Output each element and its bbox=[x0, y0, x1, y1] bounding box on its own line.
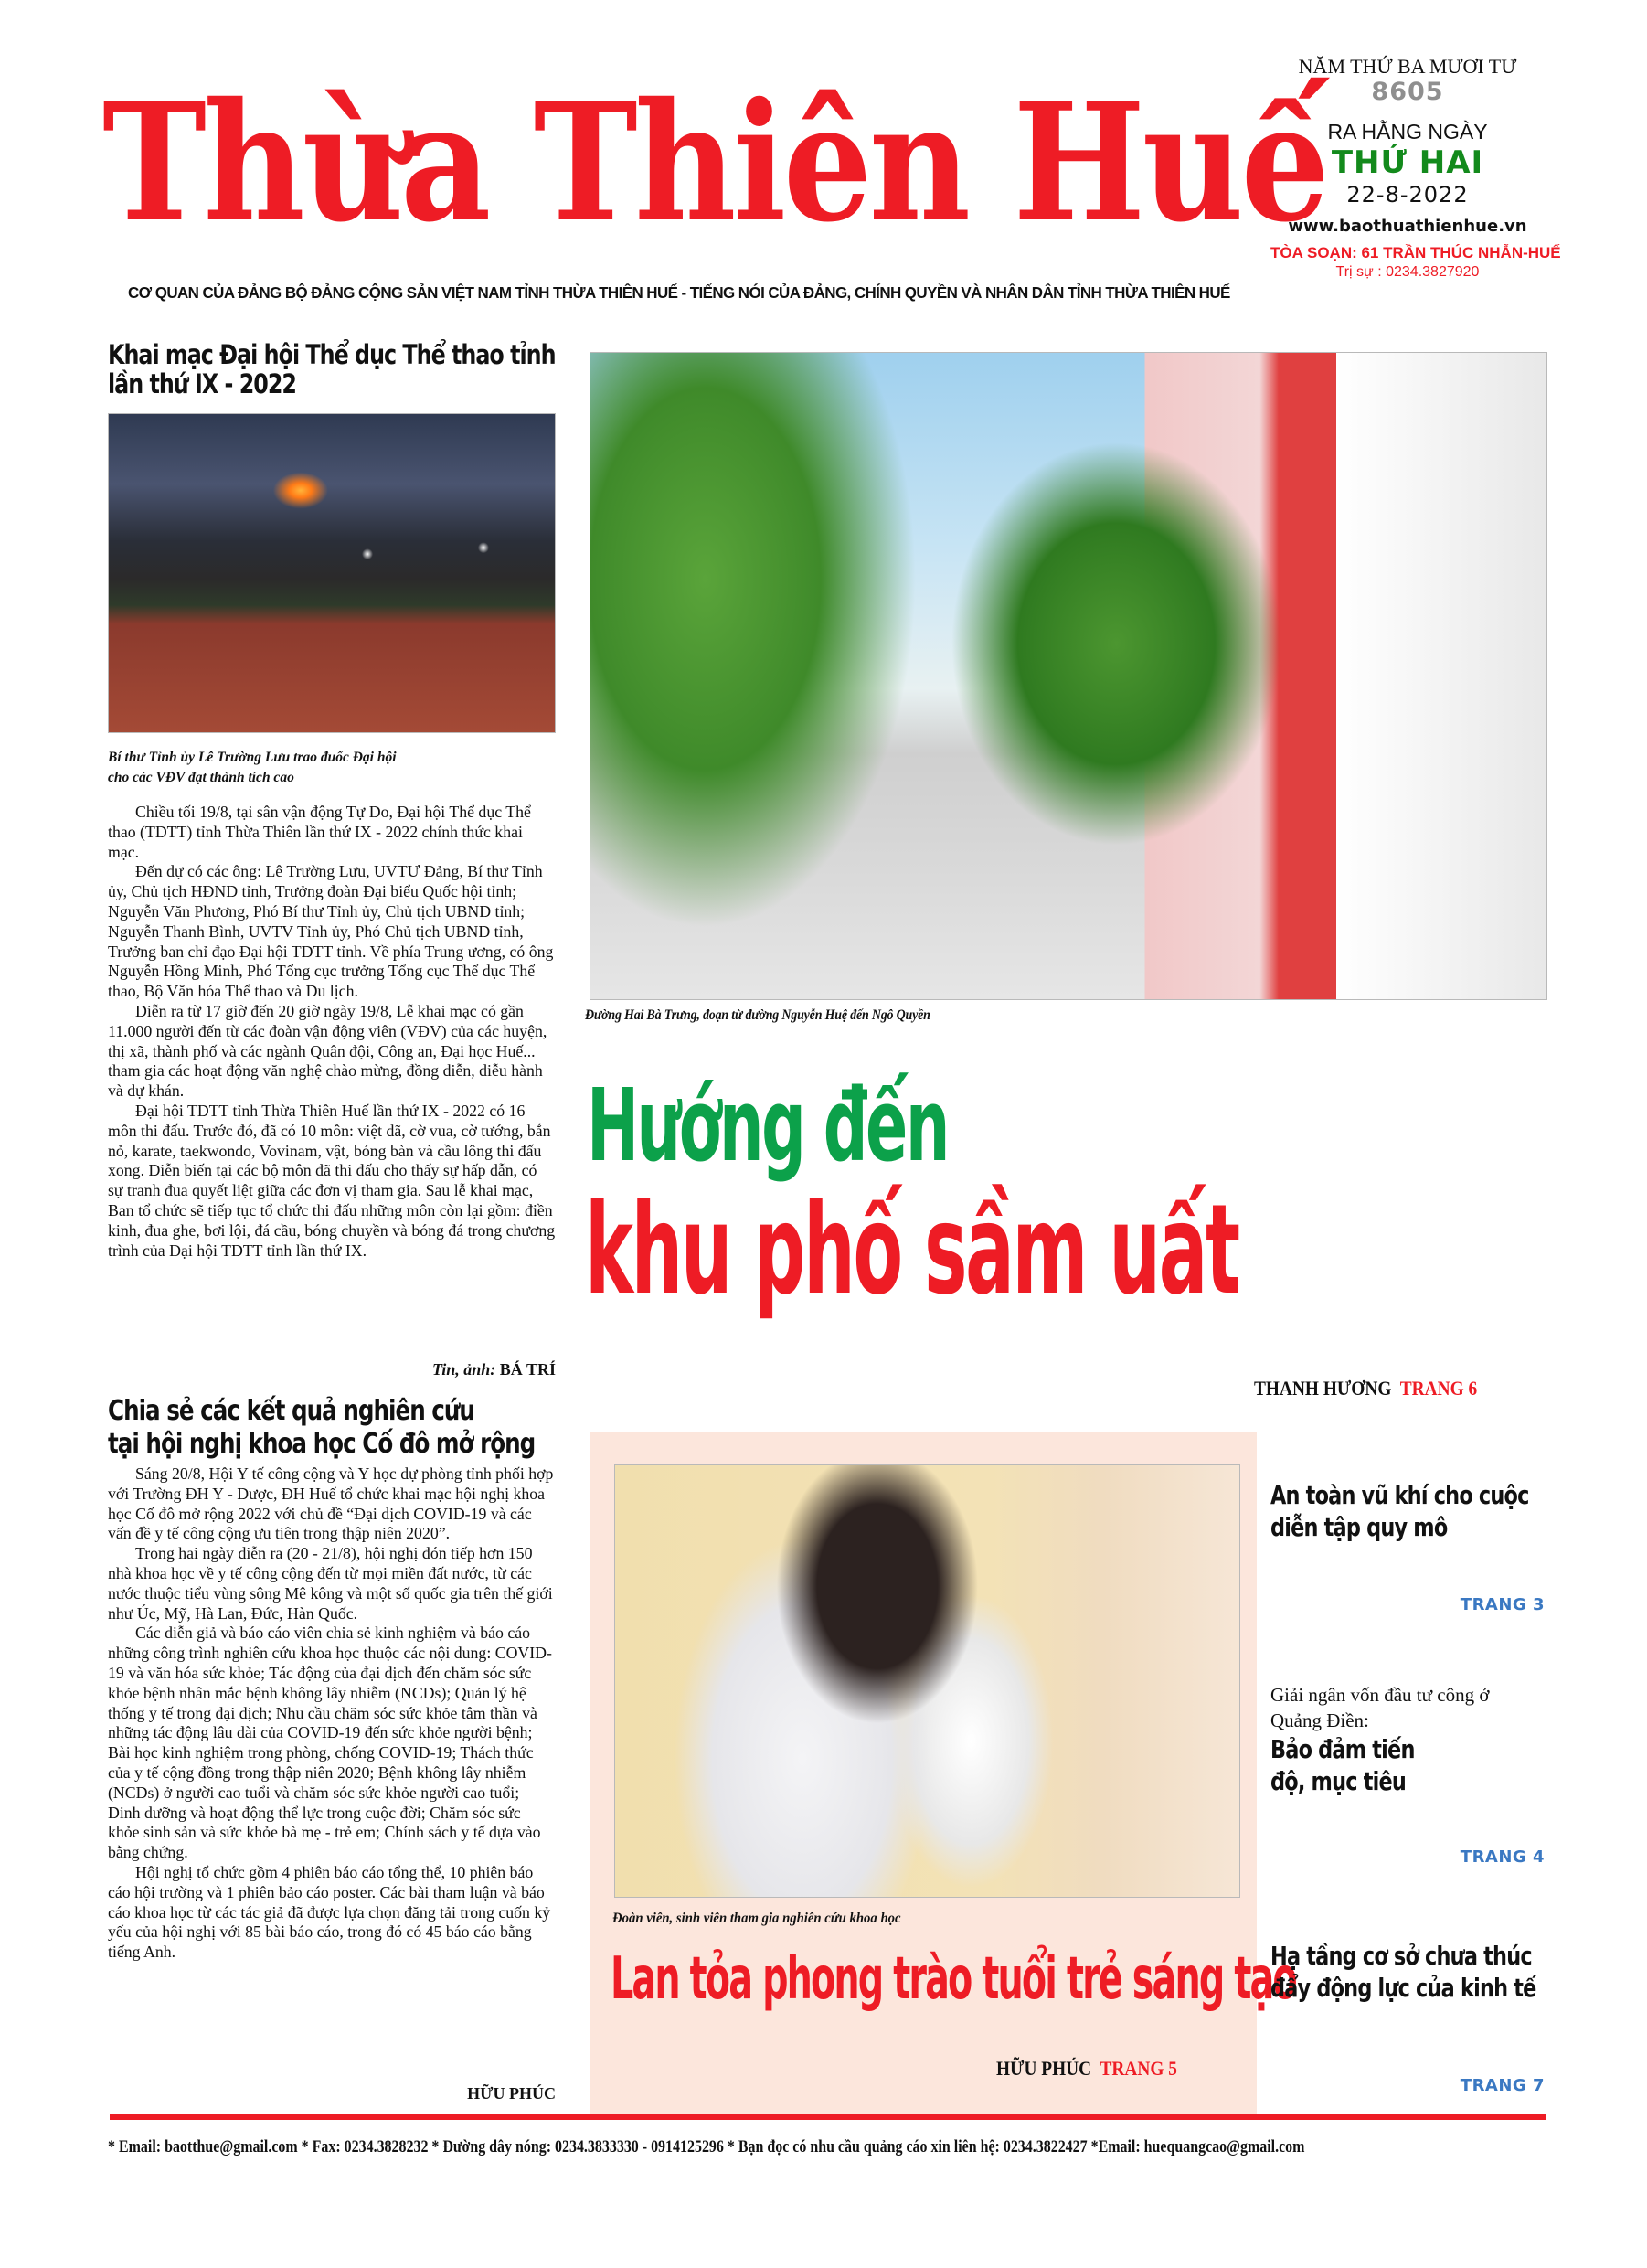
lead-byline bbox=[1254, 1377, 1477, 1400]
teaser-public-investment[interactable] bbox=[1270, 1682, 1545, 1797]
paragraph: Đại hội TDTT tỉnh Thừa Thiên Huế lần thứ IX - 2022 có 16 môn thi đấu. Trước đó, đã có 10 môn: việt dã, cờ vua, cờ tướng, bắn nỏ, karate, taekwondo, Vovinam, vật, bóng bàn và cầu lông thi đấu xong. Diễn biến tại các bộ môn đã thi đấu cho thấy sự hấp dẫn, có sự tranh đua quyết liệt giữa các đơn vị tham gia. Sau lễ khai mạc, Ban tổ chức sẽ tiếp tục tổ chức thi đấu những môn còn lại gồm: điền kinh, đua ghe, bơi lội, đá cầu, bóng chuyền và bóng đá trong chương trình của Đại hội TDTT tỉnh lần thứ IX. bbox=[108, 1101, 556, 1260]
paragraph: Hội nghị tổ chức gồm 4 phiên báo cáo tổng thể, 10 phiên báo cáo hội trường và 1 phiên bảo cáo poster. Các bài tham luận và báo cáo khoa học từ các tác giả đã được lựa chọn đăng tải trong cuốn kỷ yếu của hội nghị với 85 bài báo cáo, trong đó có 45 báo cáo bằng tiếng Anh. bbox=[108, 1862, 551, 1962]
teaser-title: An toàn vũ khí cho cuộc diễn tập quy mô bbox=[1270, 1480, 1529, 1542]
feature-byline bbox=[996, 2057, 1177, 2081]
teaser-infrastructure[interactable] bbox=[1270, 1940, 1545, 2004]
sports-story-byline bbox=[108, 1360, 556, 1379]
footer-contact-info: * Email: baotthue@gmail.com * Fax: 0234.3828232 * Đường dây nóng: 0234.3833330 - 0914125296 * Bạn đọc có nhu cầu quảng cáo xin liên hệ: 0234.3822427 *Email: huequangcao@gmail.com bbox=[108, 2137, 1305, 2156]
teaser-title: Hạ tầng cơ sở chưa thúc đẩy động lực của kinh tế bbox=[1270, 1941, 1536, 2003]
issue-number: 8605 bbox=[1371, 78, 1444, 106]
paragraph: Sáng 20/8, Hội Y tế công cộng và Y học dự phòng tỉnh phối hợp với Trường ĐH Y - Dược, ĐH Huế tổ chức khai mạc hội nghị khoa học Cố đô mở rộng 2022 với chủ đề “Đại dịch COVID-19 và các vấn đề y tế công cộng ưu tiên trong thập niên 2020”. bbox=[108, 1464, 554, 1543]
teaser-kicker: Giải ngân vốn đầu tư công ở Quảng Điền: bbox=[1270, 1684, 1490, 1731]
teaser-title: Bảo đảm tiến độ, mục tiêu bbox=[1270, 1734, 1415, 1796]
paragraph: Diễn ra từ 17 giờ đến 20 giờ ngày 19/8, Lễ khai mạc có gần 11.000 người đến từ các đoàn vận động viên (VĐV) của các huyện, thị xã, thành phố và các ngành Quân đội, Công an, Đại học Huế... tham gia các hoạt động văn nghệ chào mừng, đồng diễn, diễu hành và dự khán. bbox=[108, 1001, 547, 1101]
newspaper-masthead-title: Thừa Thiên Huế bbox=[102, 67, 1327, 258]
issue-info-box bbox=[1270, 55, 1561, 282]
teaser-weapons-safety[interactable] bbox=[1270, 1479, 1545, 1543]
street-lead-photo bbox=[590, 352, 1547, 1000]
science-story-body bbox=[108, 1464, 556, 1963]
sports-photo-caption bbox=[108, 748, 556, 788]
paragraph: Các diễn giả và báo cáo viên chia sẻ kinh nghiệm và báo cáo những công trình nghiên cứu khoa học thuộc các nội dung: COVID-19 và văn hóa sức khỏe; Tác động của đại dịch đến chăm sóc sức khỏe bệnh nhân mắc bệnh không lây nhiễm (NCDs); Quản lý hệ thống y tế trong đại dịch; Nhu cầu chăm sóc sức khỏe tâm thần và những tác động lâu dài của COVID-19 đến sức khỏe người bệnh; Bài học kinh nghiệm trong phòng, chống COVID-19; Thách thức của y tế cộng đồng trong thập niên 2020; Bệnh không lây nhiễm (NCDs) ở người cao tuổi và chăm sóc sức khỏe người cao tuổi; Dinh dưỡng và hoạt động thể lực trong cuộc đời; Chăm sóc sức khỏe sinh sản và sức khỏe bà mẹ - trẻ em; Chính sách y tế dựa vào bằng chứng. bbox=[108, 1624, 552, 1862]
sports-story bbox=[108, 340, 556, 399]
teaser-page-ref[interactable]: TRANG 3 bbox=[1460, 1595, 1545, 1614]
teaser-page-ref[interactable]: TRANG 7 bbox=[1460, 2076, 1545, 2095]
science-story bbox=[108, 1395, 556, 1461]
feature-author: HỮU PHÚC bbox=[996, 2057, 1092, 2080]
lead-page-ref[interactable]: TRANG 6 bbox=[1399, 1377, 1478, 1400]
sports-story-headline[interactable]: Khai mạc Đại hội Thể dục Thể thao tỉnh lần thứ IX - 2022 bbox=[108, 339, 556, 399]
feature-headline[interactable]: Lan tỏa phong trào tuổi trẻ sáng tạo bbox=[611, 1945, 1296, 2013]
headline-line: Chia sẻ các kết quả nghiên cứu bbox=[108, 1395, 474, 1427]
caption-line: cho các VĐV đạt thành tích cao bbox=[108, 770, 294, 785]
science-story-byline: HỮU PHÚC bbox=[467, 2084, 556, 2103]
paragraph: Trong hai ngày diễn ra (20 - 21/8), hội nghị đón tiếp hơn 150 nhà khoa học về y tế công cộng đến từ mọi miền đất nước, từ các nước thuộc tiểu vùng sông Mê kông và một số quốc gia trên thế giới như Úc, Mỹ, Hà Lan, Đức, Hàn Quốc. bbox=[108, 1544, 553, 1623]
issue-date: 22-8-2022 bbox=[1346, 182, 1469, 208]
lab-microscope-photo bbox=[614, 1464, 1240, 1898]
feature-photo-caption: Đoàn viên, sinh viên tham gia nghiên cứu khoa học bbox=[612, 1911, 901, 1926]
footer-divider bbox=[110, 2114, 1546, 2120]
admin-phone: Trị sự : 0234.3827920 bbox=[1335, 264, 1480, 280]
byline-name: BÁ TRÍ bbox=[499, 1360, 556, 1379]
paragraph: Chiều tối 19/8, tại sân vận động Tự Do, Đại hội Thể dục Thể thao (TDTT) tỉnh Thừa Thiên lần thứ IX - 2022 chính thức khai mạc. bbox=[108, 803, 531, 861]
teaser-page-ref[interactable]: TRANG 4 bbox=[1460, 1847, 1545, 1867]
torch-ceremony-photo bbox=[108, 413, 556, 733]
issue-weekday: THỨ HAI bbox=[1331, 144, 1484, 181]
lead-author: THANH HƯƠNG bbox=[1254, 1377, 1392, 1400]
paragraph: Đến dự có các ông: Lê Trường Lưu, UVTƯ Đảng, Bí thư Tỉnh ủy, Chủ tịch HĐND tỉnh, Trưởng đoàn Đại biểu Quốc hội tỉnh; Nguyễn Văn Phương, Phó Bí thư Tỉnh ủy, Chủ tịch UBND tỉnh; Nguyễn Thanh Bình, UVTV Tỉnh ủy, Phó Chủ tịch UBND tỉnh, Trưởng ban chỉ đạo Đại hội TDTT tỉnh. Về phía Trung ương, có ông Nguyễn Hồng Minh, Phó Tổng cục trưởng Tổng cục Thể dục Thể thao, Bộ Văn hóa Thể thao và Du lịch. bbox=[108, 862, 554, 1001]
masthead-slogan: CƠ QUAN CỦA ĐẢNG BỘ ĐẢNG CỘNG SẢN VIỆT NAM TỈNH THỪA THIÊN HUẾ - TIẾNG NÓI CỦA ĐẢNG, CHÍNH QUYỀN VÀ NHÂN DÂN TỈNH THỪA THIÊN HUẾ bbox=[128, 283, 1230, 302]
issue-frequency: RA HẰNG NGÀY bbox=[1327, 120, 1488, 144]
lead-photo-caption: Đường Hai Bà Trưng, đoạn từ đường Nguyễn Huệ đến Ngô Quyền bbox=[585, 1007, 930, 1023]
feature-page-ref[interactable]: TRANG 5 bbox=[1100, 2057, 1177, 2080]
byline-prefix: Tin, ảnh: bbox=[431, 1360, 496, 1379]
website-link[interactable]: www.baothuathienhue.vn bbox=[1288, 217, 1527, 236]
lead-headline-line1[interactable]: Hướng đến bbox=[587, 1067, 948, 1184]
issue-year-label: NĂM THỨ BA MƯƠI TƯ bbox=[1298, 55, 1517, 78]
science-story-headline[interactable] bbox=[108, 1395, 558, 1461]
editorial-office-address: TÒA SOẠN: 61 TRẦN THÚC NHẪN-HUẾ bbox=[1270, 244, 1561, 261]
caption-line: Bí thư Tỉnh ủy Lê Trường Lưu trao đuốc Đại hội bbox=[108, 750, 397, 765]
lead-headline-line2[interactable]: khu phố sầm uất bbox=[585, 1178, 1238, 1323]
sports-story-body bbox=[108, 803, 556, 1261]
headline-line: tại hội nghị khoa học Cố đô mở rộng bbox=[108, 1428, 536, 1460]
